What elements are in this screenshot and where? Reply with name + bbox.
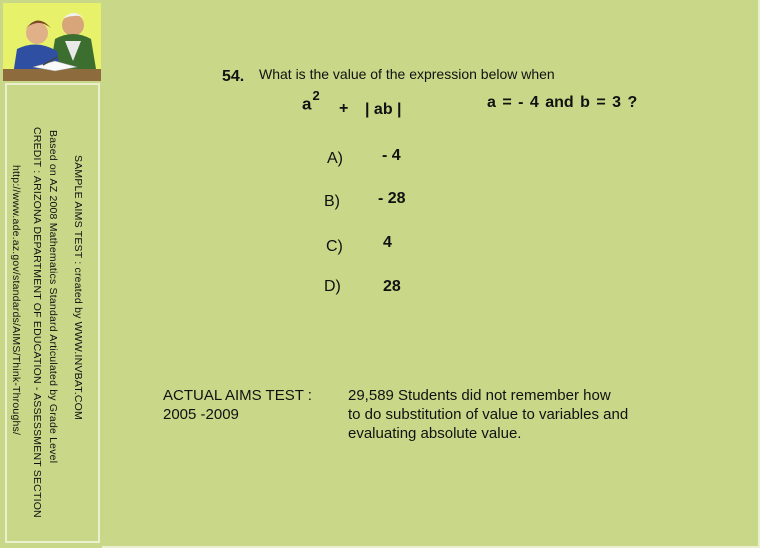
actual-note-line-3: evaluating absolute value. — [348, 425, 522, 442]
option-b-letter: B) — [324, 193, 340, 210]
sidebar-credits-box — [5, 83, 100, 543]
sidebar-url: http://www.ade.az.gov/standards/AIMS/Think-Throughs/ — [10, 165, 22, 436]
sidebar-credit: CREDIT : ARIZONA DEPARTMENT OF EDUCATION - ASSESSMENT SECTION — [31, 127, 43, 518]
option-d-letter: D) — [324, 278, 341, 295]
expression-base: a — [302, 94, 312, 114]
actual-note-line-2: to do substitution of value to variables and — [348, 406, 629, 423]
expression-operator: + — [339, 100, 349, 117]
option-d-value: 28 — [383, 278, 401, 295]
actual-test-title: ACTUAL AIMS TEST : — [163, 387, 312, 404]
sidebar-created-by: SAMPLE AIMS TEST : created by WWW.INVBAT.COM — [72, 155, 84, 420]
option-a-letter: A) — [327, 150, 343, 167]
option-c-letter: C) — [326, 238, 343, 255]
expression-a-squared — [302, 88, 320, 115]
question-number: 54. — [222, 68, 245, 85]
actual-test-label — [163, 386, 312, 424]
sidebar-based-on: Based on AZ 2008 Mathematics Standard Articulated by Grade Level — [47, 130, 59, 464]
option-a-value: - 4 — [382, 147, 401, 164]
expression-exponent: 2 — [312, 88, 320, 103]
actual-test-years: 2005 -2009 — [163, 406, 239, 423]
actual-test-note — [348, 386, 628, 443]
actual-note-line-1: 29,589 Students did not remember how — [348, 387, 611, 404]
teacher-student-clipart — [3, 3, 101, 81]
question-prompt: What is the value of the expression below when — [259, 66, 555, 82]
option-b-value: - 28 — [378, 190, 406, 207]
expression-absolute-term: | ab | — [365, 101, 402, 118]
option-c-value: 4 — [383, 234, 392, 251]
given-values: a = - 4 and b = 3 ? — [487, 94, 638, 111]
clipart-illustration — [3, 3, 101, 81]
